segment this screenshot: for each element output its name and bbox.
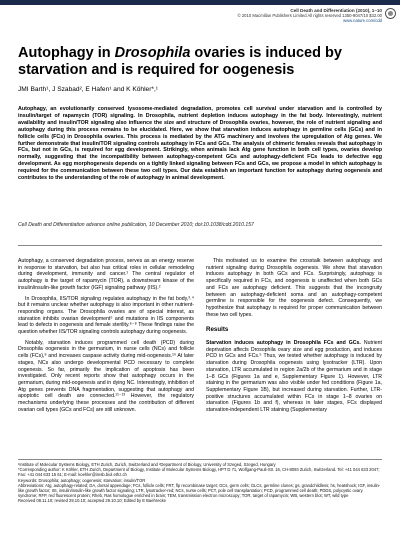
results-subheading: Starvation induces autophagy in Drosophila FCs and GCs.: [206, 340, 361, 347]
publisher-logo-icon: [385, 8, 396, 19]
correspondence-footnote: *Corresponding author: K Köhler, ETH Zurich, Department of Biology, Institute of Molecular Systems Biology, HPT D 71, Wolfgang-Pauli-Str. 16, CH-8093 Zurich, Switzerland. Tel: +41 044 633 2047; Fax: +41 044 633 15 61; E-mail: koehler@imsb.biol.ethz.ch: [18, 467, 380, 478]
title-part-1: Autophagy in: [18, 45, 115, 61]
header-bar: [0, 0, 400, 5]
title-italic: Drosophila: [114, 45, 191, 61]
right-column: [206, 258, 382, 418]
title-part-2: ovaries is induced by starvation and is required for oogenesis: [18, 45, 342, 78]
journal-name: Cell Death and Differentiation (2010), 1–10: [290, 8, 382, 13]
body-paragraph: In Drosophila, IIS/TOR signaling regulates autophagy in the fat body,³˒⁴ but it remains unclear whether autophagy is also important in other nutrient-responding organs. The Drosophila ovaries are of special interest, as starvation inhibits ovarian development⁵ and mutations in IIS components lead to defects in oogenesis and female sterility.⁶⁻⁸ These findings raise the question whether IIS/TOR signaling controls autophagy during oogenesis.: [18, 295, 194, 336]
left-column: [18, 258, 194, 417]
keywords-footnote: Keywords: Drosophila; autophagy; oogenesis; starvation; insulin/TOR: [18, 477, 146, 483]
journal-website-link[interactable]: www.nature.com/cdd: [343, 18, 382, 24]
results-heading: Results: [206, 326, 229, 334]
section-divider: [18, 245, 382, 246]
body-paragraph: This motivated us to examine the crosstalk between autophagy and nutrient signaling during Drosophila oogenesis. We show that starvation induces autophagy in both GCs and FCs. Surprisingly, autophagy is specifically required in FCs, and oogenesis is unaffected when both GCs and FCs are autophagy deficient. This suggests that the incongruity between an autophagy-deficient soma and an autophagy-competent germline is responsible for the oogenesis defect. Consequently, we hypothesize that autophagy is required for proper communication between these two cell types.: [206, 258, 382, 318]
citation-line: Cell Death and Differentiation advance online publication, 10 December 2010; doi:10.1038/cdd.2010.157: [18, 222, 254, 228]
author-list: JMI Barth¹, J Szabad², E Hafen¹ and K Köhler*,¹: [18, 86, 158, 93]
body-paragraph: Autophagy, a conserved degradation process, serves as an energy reserve in response to starvation, but also has critical roles in cellular remodeling during development, immunity and cancer.¹ The central regulator of autophagy is the target of rapamycin (TOR), a downstream kinase of the insulin/insulin-like growth factor (IGF) signaling pathway (IIS).²: [18, 258, 194, 291]
body-paragraph: Notably, starvation induces programmed cell death (PCD) during Drosophila oogenesis in the germarium, in nurse cells (NCs) and follicle cells (FCs),⁹ and increases caspase activity during mid-oogenesis.¹⁰ At later stages, NCs also undergo developmental PCD necessary to complete oogenesis. So far, primarily the implication of apoptosis has been investigated. Only recent reports show that autophagy occurs in the germarium, during mid-oogenesis and in dying NC. Interestingly, inhibition of Atg genes prevents DNA fragmentation, suggesting that autophagy and apoptotic cell death are connected.¹¹⁻¹³ However, the regulatory mechanisms underlying these processes and the contribution of different ovarian cell types (GCs and FCs) are still unknown.: [18, 339, 194, 413]
footnotes: [18, 462, 382, 504]
received-footnote: Received 08.11.10; revised 29.10.10; accepted 29.10.10; Edited by E Baehrecke: [18, 498, 166, 504]
copyright-line: © 2010 Macmillan Publishers Limited All rights reserved 1350-9047/10 $32.00: [237, 13, 382, 19]
affiliation-footnote: ¹Institute of Molecular Systems Biology, ETH Zurich, Zurich, Switzerland and ²Department of Biology, University of Szeged, Szeged, Hungary: [18, 462, 276, 467]
results-paragraph: [206, 340, 382, 414]
abbreviations-footnote: Abbreviations: Atg, autophagy-related; DA, dorsal appendage; FCs, follicle cells; FRT, flp recombinase target; GCs, germ cells; GLCs, germline clones; gs, grandchildless; hs, heatshock; IGF, insulin-like growth factor; IIS, insulin/insulin-like growth factor signaling; LTR, lysotracker-red; NCs, nurse cells; PCT, pole cell transplantation; PCD, programmed cell death; PDDS, polycystic ovary syndrome; RFP, red fluorescent protein; Rheb, Ras homologue enriched in brain; TEM, transmission electron microscopy; TOR, target of rapamycin; WB, western blot; WT, wild type: [18, 482, 381, 499]
article-title: [18, 45, 378, 78]
footnote-divider: [18, 459, 382, 460]
results-text: Nutrient deprivation affects Drosophila ovary size and egg production, and induces PCD in GCs and FCs.⁵ Thus, we tested whether autophagy is induced by starvation during Drosophila oogenesis using lysotracker (LTR). Upon starvation, LTR accumulated in region 2a/2b of the germarium and in stage 1–8 GCs (Figures 1a and e, Supplementary Figure 1). However, LTR staining in the germarium was also visible under fed conditions (Figure 1a, Supplementary Figure 1B), but increased during starvation. Further, LTR-positive structures accumulated within FCs in stage 1–8 ovaries on starvation (Figures 1b and f), whereas in later stages, FCs displayed starvation-independent LTR staining (Supplementary: [206, 340, 382, 414]
abstract: Autophagy, an evolutionarily conserved lysosome-mediated degradation, promotes cell survival under starvation and is controlled by insulin/target of rapamycin (TOR) signaling. In Drosophila, nutrient depletion induces autophagy in the fat body. Interestingly, nutrient availability and insulin/TOR signaling also influence the size and structure of Drosophila ovaries, however, the role of nutrient signaling and autophagy during this process remains to be elucidated. Here, we show that starvation induces autophagy in germline cells (GCs) and in follicle cells (FCs) in Drosophila ovaries. This process is mediated by the ATG machinery and involves the upregulation of Atg genes. We further demonstrate that insulin/TOR signaling controls autophagy in FCs and GCs. The analysis of chimeric females reveals that autophagy in FCs, but not in GCs, is required for egg development. Strikingly, when animals lack Atg gene function in both cell types, ovaries develop normally, suggesting that the incompatibility between autophagy-competent GCs and autophagy-deficient FCs leads to defective egg development. As egg morphogenesis depends on a tightly linked signaling between FCs and GCs, we propose a model in which autophagy is required for the communication between these two cell types. Our data establish an important function for autophagy during oogenesis and contributes to the understanding of the role of autophagy in animal development.: [18, 106, 382, 182]
journal-header: [212, 8, 382, 24]
